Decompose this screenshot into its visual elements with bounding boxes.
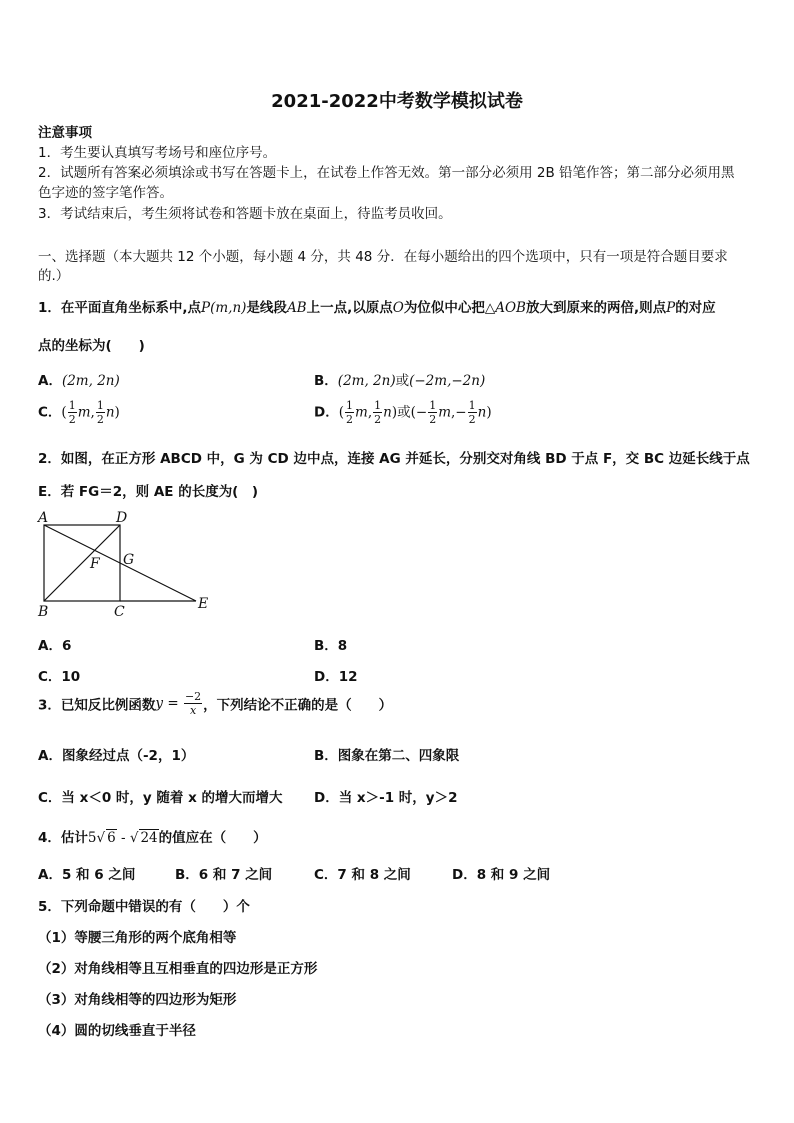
label-a: A — [38, 510, 49, 526]
notice-item: 色字迹的签字笔作答。 — [38, 185, 173, 201]
q5-statement: （2）对角线相等且互相垂直的四边形是正方形 — [38, 961, 318, 977]
section-heading: 一、选择题（本大题共 12 个小题，每小题 4 分，共 48 分．在每小题给出的四个选项中，只有一项是符合题目要求 — [38, 249, 728, 265]
question-5-stem: 5．下列命题中错误的有（ ）个 — [38, 899, 250, 915]
q2-option-a: A．6 — [38, 638, 72, 654]
q3-option-b: B．图象在第二、四象限 — [314, 748, 460, 764]
label-c: C — [114, 604, 125, 620]
notice-item: 3．考试结束后，考生须将试卷和答题卡放在桌面上，待监考员收回。 — [38, 206, 452, 222]
notice-heading: 注意事项 — [38, 125, 92, 141]
label-e: E — [198, 596, 209, 612]
q4-option-c: C．7 和 8 之间 — [314, 867, 411, 883]
label-g: G — [123, 552, 135, 568]
notice-item: 2．试题所有答案必须填涂或书写在答题卡上，在试卷上作答无效。第一部分必须用 2B 铅笔作答；第二部分必须用黑 — [38, 165, 735, 181]
q4-option-a: A．5 和 6 之间 — [38, 867, 136, 883]
q5-statement: （4）圆的切线垂直于半径 — [38, 1023, 196, 1039]
q5-statement: （1）等腰三角形的两个底角相等 — [38, 930, 237, 946]
label-f: F — [90, 556, 100, 572]
question-1-stem: 1．在平面直角坐标系中,点P(m,n)是线段AB上一点,以原点O为位似中心把△AOB放大到原来的两倍,则点P的对应 — [38, 300, 716, 316]
question-3-stem: 3．已知反比例函数y = $\frac{-2}{x}$ ，下列结论不正确的是（ ） — [38, 690, 393, 717]
q2-option-d: D．12 — [314, 669, 358, 685]
q5-statement: （3）对角线相等的四边形为矩形 — [38, 992, 237, 1008]
q4-option-b: B．6 和 7 之间 — [175, 867, 273, 883]
q1-option-a: A．(2m, 2n) — [38, 373, 120, 389]
page-title: 2021-2022中考数学模拟试卷 — [271, 91, 523, 112]
question-2-stem: 2．如图，在正方形 ABCD 中，G 为 CD 边中点，连接 AG 并延长，分别交对角线 BD 于点 F，交 BC 边延长线于点 — [38, 451, 750, 467]
q3-option-c: C．当 x＜0 时，y 随着 x 的增大而增大 — [38, 790, 283, 806]
label-b: B — [38, 604, 49, 620]
q1-option-d: D．( $\frac{1}{2}$ m, $\frac{1}{2}$ n)或(− $\frac{1}{2}$ m,− $\frac{1}{2}$ n) — [314, 399, 492, 426]
q1-option-c: C．( $\frac{1}{2}$ m, $\frac{1}{2}$ n) — [38, 399, 120, 426]
notice-item: 1．考生要认真填写考场号和座位序号。 — [38, 145, 277, 161]
q3-option-d: D．当 x＞-1 时，y＞2 — [314, 790, 458, 806]
q3-option-a: A．图象经过点（-2，1） — [38, 748, 195, 764]
q1-option-b: B．(2m, 2n)或(−2m,−2n) — [314, 373, 486, 389]
q2-option-b: B．8 — [314, 638, 348, 654]
question-4-stem: 4．估计5√ 6 - √ 24的值应在（ ） — [38, 830, 267, 846]
question-1-stem-cont: 点的坐标为( ) — [38, 338, 145, 354]
question-2-stem-cont: E．若 FG＝2，则 AE 的长度为( ) — [38, 484, 259, 500]
section-heading-cont: 的.） — [38, 268, 70, 284]
diagonal-bd — [44, 525, 120, 601]
label-d: D — [116, 510, 128, 526]
square-geometry-figure — [32, 508, 222, 623]
q4-option-d: D．8 和 9 之间 — [452, 867, 551, 883]
q2-option-c: C．10 — [38, 669, 81, 685]
